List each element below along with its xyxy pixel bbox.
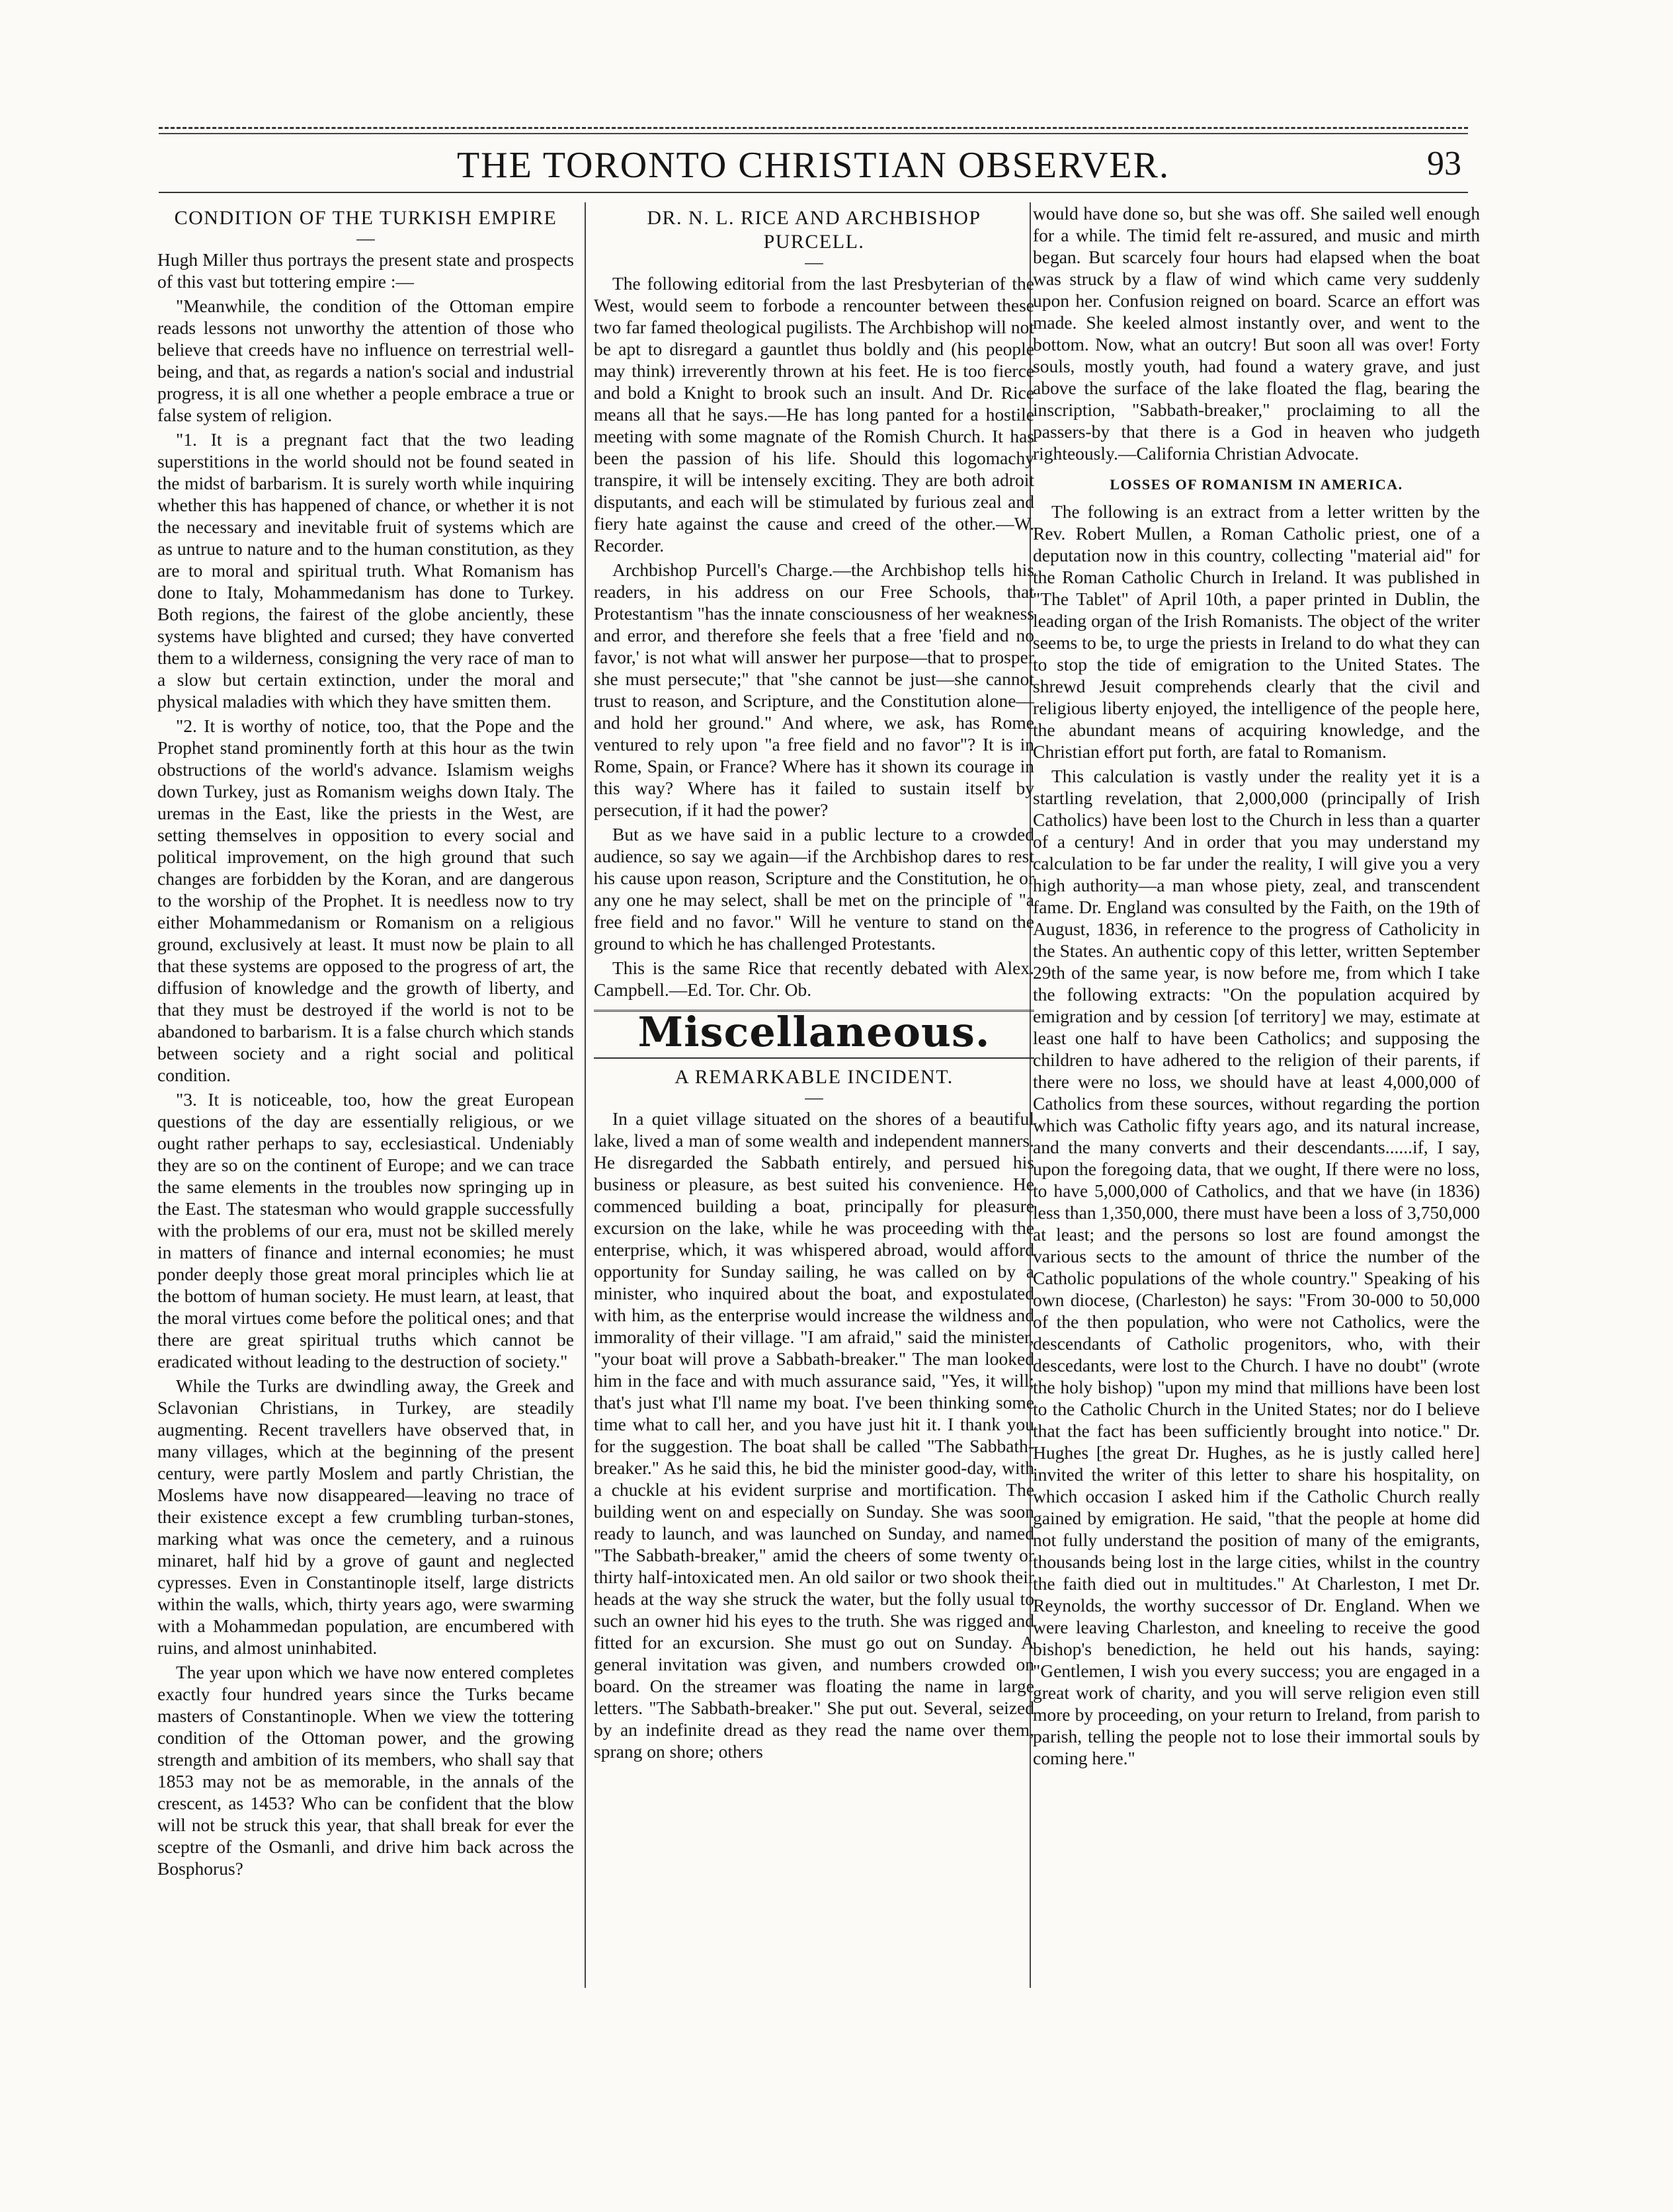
article-paragraph: "3. It is noticeable, too, how the great European questions of the day are essentially religious, or we ought rather perhaps to say, ecclesiastical. Undeniably they are so on the continent of Europe; and we can trace the same elements in the troubles now springing up in the East. The statesman who would grapple successfully with the problems of our era, must not be skilled merely in matters of finance and internal economies; he must ponder deeply those great moral principles which lie at the bottom of human society. He must learn, at least, that the moral virtues come before the political ones; and that there are great spiritual truths which cannot be eradicated without leading to the destruction of society." [157, 1089, 574, 1372]
article-paragraph: The following is an extract from a letter written by the Rev. Robert Mullen, a Roman Catholic priest, one of a deputation now in this country, collecting "material aid" for the Roman Catholic Church in Ireland. It was published in "The Tablet" of April 10th, a paper printed in Dublin, the leading organ of the Irish Romanists. The object of the writer seems to be, to urge the priests in Ireland to do what they can to stop the tide of emigration to the United States. The shrewd Jesuit comprehends clearly that the civil and religious liberty enjoyed, the intelligence of the people here, the abundant means of acquiring knowledge, and the Christian effort put forth, are fatal to Romanism. [1033, 501, 1480, 762]
article-headline: A REMARKABLE INCIDENT. [674, 1066, 954, 1088]
article-paragraph: would have done so, but she was off. She sailed well enough for a while. The timid felt re-assured, and music and mirth began. But scarcely four hours had elapsed when the boat was struck by a flaw of wind which came very suddenly upon her. Confusion reigned on board. Scarce an effort was made. She keeled almost instantly over, and went to the bottom. Now, what an outcry! But soon all was over! Forty souls, mostly youth, had found a watery grave, and just above the surface of the lake floated the flag, bearing the inscription, "Sabbath-breaker," proclaiming to all the passers-by that there is a God in heaven who judgeth righteously.—California Christian Advocate. [1033, 203, 1480, 464]
top-rule [159, 127, 1468, 134]
article-paragraph: In a quiet village situated on the shores of a beautiful lake, lived a man of some wealth and independent manners. He disregarded the Sabbath entirely, and persued his business or pleasure, as best suited his convenience. He commenced building a boat, principally for pleasure excursion on the lake, while he was proceeding with the enterprise, which, it was whispered abroad, would afford opportunity for Sunday sailing, he was called on by a minister, who inquired about the boat, and expostulated with him, as the enterprise would increase the wildness and immorality of their village. "I am afraid," said the minister, "your boat will prove a Sabbath-breaker." The man looked him in the face and with much assurance said, "Yes, it will; that's just what I'll name my boat. I've been thinking some time what to call her, and you have just hit it. I thank you for the suggestion. The boat shall be called "The Sabbath-breaker." As he said this, he bid the minister good-day, with a chuckle at his evident surprise and mortification. The building went on and especially on Sunday. She was soon ready to launch, and was launched on Sunday, and named "The Sabbath-breaker," amid the cheers of some twenty or thirty half-intoxicated men. An old sailor or two shook their heads at the way she struck the water, but the folly usual to such an owner hid his eyes to the truth. She was rigged and fitted for an excursion. She must go out on Sunday. A general invitation was given, and numbers crowded on board. On the streamer was floating the name in large letters. "The Sabbath-breaker." She put out. Several, seized by an indefinite dread as they read the name over them, sprang on shore; others [594, 1108, 1034, 1762]
article-paragraph: This is the same Rice that recently debated with Alex. Campbell.—Ed. Tor. Chr. Ob. [594, 958, 1034, 1000]
column-3 [1033, 202, 1480, 1772]
article-headline: CONDITION OF THE TURKISH EMPIRE [174, 207, 557, 229]
article-paragraph: "Meanwhile, the condition of the Ottoman empire reads lessons not unworthy the attention of those who believe that creeds have no influence on terrestrial well-being, and that, as regards a nation's social and industrial progress, it is all one whether a people embrace a true or false system of religion. [157, 296, 574, 425]
article-headline [594, 206, 1034, 254]
column-1 [157, 202, 574, 1882]
masthead-rule [159, 192, 1468, 193]
article-headline: LOSSES OF ROMANISM IN AMERICA. [1110, 476, 1403, 493]
article-paragraph: Archbishop Purcell's Charge.—the Archbishop tells his readers, in his address on our Free Schools, that Protestantism "has the innate consciousness of her weakness and error, and therefore she feels that a free 'field and no favor,' is not what will answer her purpose—that to prosper she must persecute;" that "she cannot be just—she cannot trust to reason, and Scripture, and the Constitution alone—and hold her ground." And where, we ask, has Rome ventured to rely upon "a free field and no favor"? It is in Rome, Spain, or France? Where has it shown its courage in this way? Where has it failed to sustain itself by persecution, if it had the power? [594, 559, 1034, 820]
article-paragraph: The year upon which we have now entered completes exactly four hundred years since the Turks became masters of Constantinople. When we view the tottering condition of the Ottoman power, and the growing strength and ambition of its members, who shall say that 1853 may not be as memorable, in the annals of the crescent, as 1453? Who can be confident that the blow will not be struck this year, that shall break for ever the sceptre of the Osmanli, and drive him back across the Bosphorus? [157, 1662, 574, 1879]
column-divider [585, 202, 586, 1988]
headline-line: PURCELL. [763, 231, 865, 253]
headline-line: DR. N. L. RICE AND ARCHBISHOP [647, 207, 981, 229]
article-paragraph: Hugh Miller thus portrays the present state and prospects of this vast but tottering empire :— [157, 249, 574, 292]
article-paragraph: But as we have said in a public lecture to a crowded audience, so say we again—if the Archbishop dares to rest his cause upon reason, Scripture and the Constitution, he or any one he may select, shall be met on the principle of "a free field and no favor." Will he venture to stand on the ground to which he has challenged Protestants. [594, 824, 1034, 954]
article-paragraph: The following editorial from the last Presbyterian of the West, would seem to forbode a rencounter between these two far famed theological pugilists. The Archbishop will not be apt to disregard a gauntlet thus boldly and (his people may think) irreverently thrown at his feet. He is too fierce and bold a Knight to brook such an insult. And Dr. Rice means all that he says.—He has long panted for a hostile meeting with some magnate of the Romish Church. It has been the passion of his life. Should this logomachy transpire, it will be intensely exciting. They are both adroit disputants, and each will be stimulated by furious zeal and fiery hate against the cause and creed of the other.—W. Recorder. [594, 273, 1034, 555]
article-paragraph: While the Turks are dwindling away, the Greek and Sclavonian Christians, in Turkey, are steadily augmenting. Recent travellers have observed that, in many villages, which at the beginning of the present century, were partly Moslem and partly Christian, the Moslems have now disappeared—leaving no trace of their existence except a few crumbling turban-stones, marking what was once the cemetery, and a ruinous minaret, half hid by a grove of gaunt and neglected cypresses. Even in Constantinople itself, large districts within the walls, which, thirty years ago, were swarming with a Mohammedan population, are encumbered with ruins, and almost uninhabited. [157, 1375, 574, 1658]
headline-dash: — [356, 227, 375, 248]
article-paragraph: This calculation is vastly under the reality yet it is a startling revelation, that 2,000,000 (principally of Irish Catholics) have been lost to the Church in less than a quarter of a century! And in order that you may understand my calculation to be far under the reality, I will give you a very high authority—a man whose piety, zeal, and transcendent fame. Dr. England was consulted by the Faith, on the 19th of August, 1836, in reference to the progress of Catholicity in the States. An authentic copy of this letter, written September 29th of the same year, is now before me, from which I take the following extracts: "On the population acquired by emigration and by cession [of territory] we may, estimate at least one half to have been Catholics; and supposing the children to have adhered to the religion of their parents, if there were no loss, we should have at least 4,000,000 of Catholics from these sources, without regarding the portion which was Catholic fifty years ago, and its natural increase, and the many converts and their descendants......if, I say, upon the foregoing data, that we ought, If there were no loss, to have 5,000,000 of Catholics, and that we have (in 1836) less than 1,350,000, there must have been a loss of 3,750,000 at least; and the persons so lost are found amongst the various sects to the amount of thrice the number of the Catholic populations of the whole country." Speaking of his own diocese, (Charleston) he says: "From 30-000 to 50,000 of the then population, who were not Catholics, were the descendants of Catholic progenitors, who, with their descedants, were lost to the Church. I have no doubt" (wrote the holy bishop) "upon my mind that millions have been lost to the Catholic Church in the United States; nor do I believe that the fact has been sufficiently brought into notice." Dr. Hughes [the great Dr. Hughes, as he is justly called here] invited the writer of this letter to share his hospitality, on which occasion I asked him if the Catholic Church really gained by emigration. He said, "that the people at home did not fully understand the position of many of the emigrants, thousands being lost in the large cities, whilst in the country the faith died out in multitudes." At Charleston, I met Dr. Reynolds, the worthy successor of Dr. England. When we were leaving Charleston, and kneeling to receive the good bishop's benediction, he held out his hands, saying: "Gentlemen, I wish you every success; you are engaged in a great work of charity, and you will serve religion even still more by proceeding, on your return to Ireland, from parish to parish, telling the people not to lose their immortal souls by coming here." [1033, 766, 1480, 1768]
headline-dash: — [805, 251, 823, 272]
headline-dash: — [805, 1086, 823, 1107]
article-paragraph: "1. It is a pregnant fact that the two leading superstitions in the world should not be found seated in the midst of barbarism. It is surely worth while inquiring whether this has happened of chance, or whether it is not the necessary and inevitable fruit of systems which are as untrue to nature and to the human constitution, as they are to moral and spiritual truth. What Romanism has done to Italy, Mohammedanism has done to Turkey. Both regions, the fairest of the globe anciently, these systems have blighted and cursed; they have converted them to a wilderness, consigning the very race of man to a slow but certain extinction, under the moral and physical maladies with which they have smitten them. [157, 429, 574, 712]
column-2 [594, 202, 1034, 1765]
newspaper-title: THE TORONTO CHRISTIAN OBSERVER. [456, 145, 1170, 186]
masthead [159, 144, 1468, 197]
section-title: Miscellaneous. [637, 1008, 991, 1056]
page-number: 93 [1427, 145, 1461, 183]
section-banner [594, 1010, 1034, 1059]
article-paragraph: "2. It is worthy of notice, too, that the Pope and the Prophet stand prominently forth at this hour as the twin obstructions of the world's advance. Islamism weighs down Turkey, just as Romanism weighs down Italy. The uremas in the East, like the priests in the West, are setting themselves in opposition to every social and political improvement, on the high ground that such changes are forbidden by the Koran, and are dangerous to the worship of the Prophet. It is needless now to try either Mohammedanism or Romanism on a religious ground, exclusively at least. It must now be plain to all that these systems are opposed to the progress of art, the diffusion of knowledge and the growth of liberty, and that they must be destroyed if the world is not to be abandoned to barbarism. It is a false church which stands between society and a right social and political condition. [157, 716, 574, 1085]
